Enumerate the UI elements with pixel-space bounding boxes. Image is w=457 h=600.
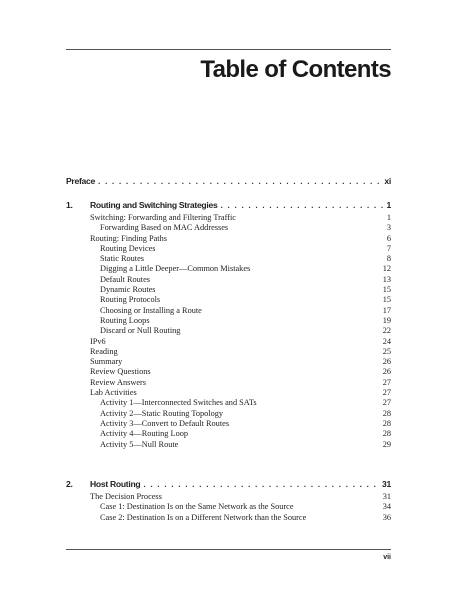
entry-title: Routing: Finding Paths bbox=[90, 233, 167, 243]
entry-page: 27 bbox=[382, 377, 391, 387]
chapter-entry-list bbox=[66, 492, 391, 523]
entry-page: 29 bbox=[382, 439, 391, 449]
toc-entry[interactable] bbox=[90, 244, 391, 254]
entry-page: 15 bbox=[382, 295, 391, 305]
entry-title: Case 1: Destination Is on the Same Network as the Source bbox=[100, 502, 294, 512]
toc-entry[interactable] bbox=[90, 295, 391, 305]
entry-title: IPv6 bbox=[90, 336, 106, 346]
toc-entry[interactable] bbox=[90, 306, 391, 316]
entry-page: 26 bbox=[382, 357, 391, 367]
entry-title: Lab Activities bbox=[90, 388, 137, 398]
toc-entry[interactable] bbox=[90, 234, 391, 244]
entry-page: 8 bbox=[386, 254, 391, 264]
toc-entry[interactable] bbox=[90, 492, 391, 502]
toc-entry[interactable] bbox=[90, 347, 391, 357]
entry-title: Activity 2—Static Routing Topology bbox=[100, 408, 224, 418]
entry-title: Choosing or Installing a Route bbox=[100, 305, 202, 315]
chapter-number: 1. bbox=[66, 200, 73, 210]
preface-page: xi bbox=[384, 176, 391, 186]
entry-title: The Decision Process bbox=[90, 492, 162, 501]
entry-title: Routing Loops bbox=[100, 315, 150, 325]
entry-page: 27 bbox=[382, 388, 391, 398]
entry-page: 34 bbox=[382, 502, 391, 512]
entry-page: 31 bbox=[382, 492, 391, 501]
chapter-1 bbox=[66, 200, 391, 450]
dot-leader bbox=[98, 176, 381, 186]
entry-page: 27 bbox=[382, 398, 391, 408]
entry-title: Static Routes bbox=[100, 254, 145, 264]
entry-title: Activity 1—Interconnected Switches and SATs bbox=[100, 398, 257, 408]
entry-page: 28 bbox=[382, 429, 391, 439]
toc-entry[interactable] bbox=[90, 398, 391, 408]
bottom-rule bbox=[66, 549, 391, 550]
preface-entry[interactable] bbox=[66, 176, 391, 189]
entry-page: 24 bbox=[382, 336, 391, 346]
entry-page: 28 bbox=[382, 408, 391, 418]
entry-title: Routing Protocols bbox=[100, 295, 161, 305]
entry-page: 17 bbox=[382, 305, 391, 315]
entry-title: Review Questions bbox=[90, 367, 151, 377]
entry-page: 6 bbox=[386, 233, 391, 243]
toc-entry[interactable] bbox=[90, 378, 391, 388]
top-rule bbox=[66, 49, 391, 50]
page-number: vii bbox=[383, 554, 391, 561]
entry-page: 28 bbox=[382, 418, 391, 428]
chapter-page: 1 bbox=[386, 200, 391, 210]
toc-entry[interactable] bbox=[90, 285, 391, 295]
entry-page: 25 bbox=[382, 346, 391, 356]
chapter-heading[interactable] bbox=[66, 200, 391, 213]
chapter-title: Routing and Switching Strategies bbox=[90, 200, 218, 210]
toc-entry[interactable] bbox=[90, 337, 391, 347]
toc-entry[interactable] bbox=[90, 326, 391, 336]
chapter-page: 31 bbox=[382, 479, 391, 489]
chapter-heading[interactable] bbox=[66, 479, 391, 492]
chapter-title: Host Routing bbox=[90, 479, 141, 489]
entry-title: Forwarding Based on MAC Addresses bbox=[100, 223, 229, 233]
toc-entry[interactable] bbox=[90, 316, 391, 326]
toc-entry[interactable] bbox=[90, 419, 391, 429]
entry-title: Digging a Little Deeper—Common Mistakes bbox=[100, 264, 251, 274]
dot-leader bbox=[220, 200, 383, 210]
entry-title: Activity 5—Null Route bbox=[100, 439, 179, 449]
entry-title: Dynamic Routes bbox=[100, 285, 156, 295]
entry-title: Reading bbox=[90, 346, 118, 356]
entry-page: 7 bbox=[386, 243, 391, 253]
toc-entry[interactable] bbox=[90, 357, 391, 367]
toc-entry[interactable] bbox=[90, 367, 391, 377]
entry-title: Discard or Null Routing bbox=[100, 326, 181, 336]
toc-entry[interactable] bbox=[90, 223, 391, 233]
entry-title: Activity 4—Routing Loop bbox=[100, 429, 189, 439]
toc-entry[interactable] bbox=[90, 429, 391, 439]
entry-title: Default Routes bbox=[100, 274, 151, 284]
entry-page: 12 bbox=[382, 264, 391, 274]
toc-entry[interactable] bbox=[90, 275, 391, 285]
chapter-number: 2. bbox=[66, 479, 73, 489]
entry-page: 1 bbox=[386, 213, 391, 222]
chapter-2 bbox=[66, 479, 391, 523]
entry-title: Case 2: Destination Is on a Different Network than the Source bbox=[100, 512, 307, 522]
entry-page: 26 bbox=[382, 367, 391, 377]
toc-entry[interactable] bbox=[90, 264, 391, 274]
entry-title: Summary bbox=[90, 357, 123, 367]
entry-page: 3 bbox=[386, 223, 391, 233]
dot-leader bbox=[143, 479, 379, 489]
toc-entry[interactable] bbox=[90, 502, 391, 512]
page-title: Table of Contents bbox=[200, 56, 391, 83]
entry-title: Review Answers bbox=[90, 377, 146, 387]
entry-page: 15 bbox=[382, 285, 391, 295]
toc-entry[interactable] bbox=[90, 409, 391, 419]
toc-entry[interactable] bbox=[90, 513, 391, 523]
toc-entry[interactable] bbox=[90, 213, 391, 223]
toc-entry[interactable] bbox=[90, 440, 391, 450]
entry-title: Switching: Forwarding and Filtering Traffic bbox=[90, 213, 236, 222]
entry-page: 13 bbox=[382, 274, 391, 284]
toc-entry[interactable] bbox=[90, 388, 391, 398]
entry-title: Activity 3—Convert to Default Routes bbox=[100, 418, 230, 428]
entry-title: Routing Devices bbox=[100, 243, 156, 253]
entry-page: 36 bbox=[382, 512, 391, 522]
entry-page: 19 bbox=[382, 315, 391, 325]
entry-page: 22 bbox=[382, 326, 391, 336]
chapter-entry-list bbox=[66, 213, 391, 450]
toc-entry[interactable] bbox=[90, 254, 391, 264]
preface-label: Preface bbox=[66, 176, 95, 186]
